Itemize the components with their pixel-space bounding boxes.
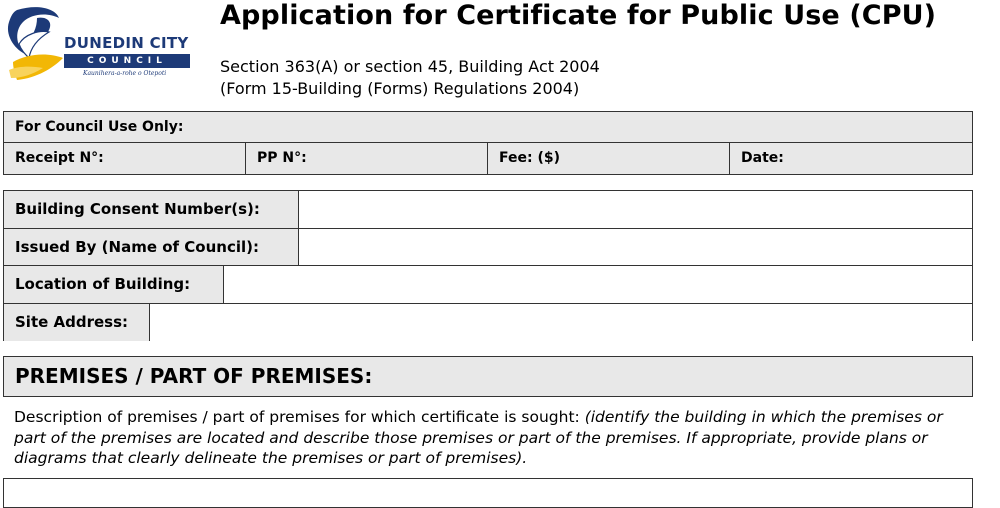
dunedin-city-council-logo xyxy=(3,4,193,82)
logo-city-name: DUNEDIN CITY xyxy=(64,34,189,52)
subtitle-line-2: (Form 15-Building (Forms) Regulations 2004) xyxy=(220,79,580,98)
location-row xyxy=(4,266,972,304)
location-input[interactable] xyxy=(224,266,972,303)
subtitle-line-1: Section 363(A) or section 45, Building Act 2004 xyxy=(220,57,600,76)
premises-description-note: (identify the building in which the premises or part of the premises are located and describe those premises or part of the premises. If appropriate, provide plans or diagrams that clearly delineate the premises or part of premises). xyxy=(14,408,943,467)
location-label: Location of Building: xyxy=(4,266,224,303)
consent-row xyxy=(4,191,972,229)
consent-input[interactable] xyxy=(299,191,972,228)
consent-label: Building Consent Number(s): xyxy=(4,191,299,228)
logo-council-band: COUNCIL xyxy=(64,54,190,68)
council-use-heading: For Council Use Only: xyxy=(4,112,972,143)
pp-number-field[interactable]: PP N°: xyxy=(246,143,488,174)
premises-description-text: Description of premises / part of premises for which certificate is sought: xyxy=(14,408,585,426)
council-use-row xyxy=(4,143,972,174)
form-title: Application for Certificate for Public Use (CPU) xyxy=(220,0,937,31)
issued-by-row xyxy=(4,229,972,267)
issued-by-input[interactable] xyxy=(299,229,972,266)
site-address-input[interactable] xyxy=(150,304,972,342)
date-field[interactable]: Date: xyxy=(730,143,972,174)
form-subtitle xyxy=(220,56,600,100)
premises-heading: PREMISES / PART OF PREMISES: xyxy=(3,356,973,397)
receipt-number-field[interactable]: Receipt N°: xyxy=(4,143,246,174)
premises-description-input[interactable] xyxy=(3,478,973,508)
logo-tagline: Kaunihera-a-rohe o Otepoti xyxy=(83,70,167,77)
building-details-table xyxy=(3,190,973,341)
site-address-row xyxy=(4,304,972,342)
council-use-table xyxy=(3,111,973,175)
issued-by-label: Issued By (Name of Council): xyxy=(4,229,299,266)
site-address-label: Site Address: xyxy=(4,304,150,342)
fee-field[interactable]: Fee: ($) xyxy=(488,143,730,174)
council-emblem-icon xyxy=(3,4,65,82)
premises-description xyxy=(14,407,974,469)
